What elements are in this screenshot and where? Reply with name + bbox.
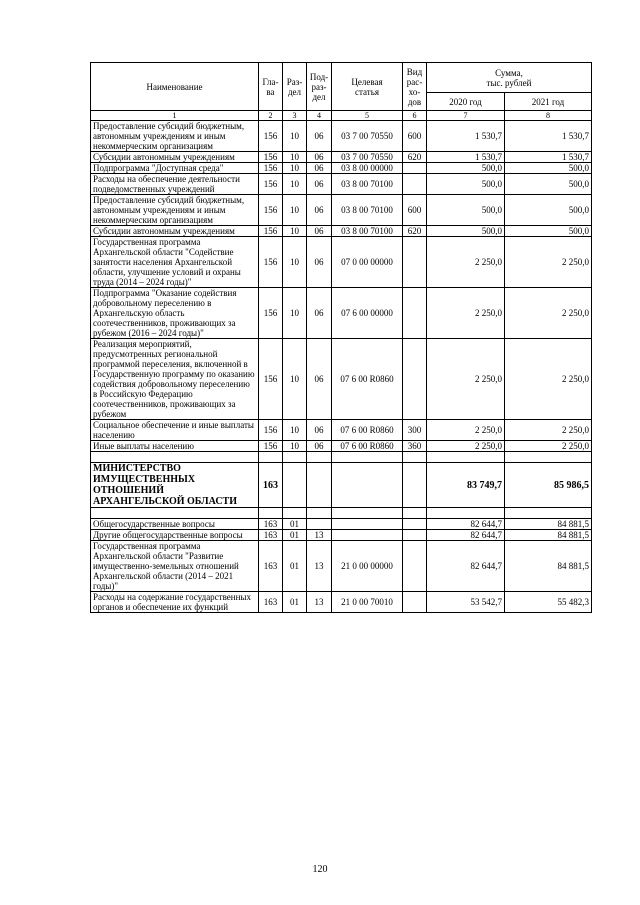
row-sum-2020: 2 250,0 xyxy=(427,441,505,452)
row-expense xyxy=(403,339,427,420)
row-sum-2020: 2 250,0 xyxy=(427,339,505,420)
page-number: 120 xyxy=(312,864,328,875)
row-subsection: 06 xyxy=(307,237,332,288)
row-sum-2021: 500,0 xyxy=(505,163,592,174)
blank-cell xyxy=(283,508,307,519)
ministry-empty-cell xyxy=(332,463,403,508)
blank-cell xyxy=(332,508,403,519)
row-subsection: 06 xyxy=(307,121,332,152)
table-row xyxy=(91,288,592,339)
row-sum-2021: 500,0 xyxy=(505,195,592,226)
table-row xyxy=(91,339,592,420)
row-name: Предоставление субсидий бюджетным, автономным учреждениям и иным некоммерческим организациям xyxy=(91,195,259,226)
row-section: 10 xyxy=(283,441,307,452)
row-sum-2020: 500,0 xyxy=(427,226,505,237)
row-subsection: 06 xyxy=(307,174,332,195)
row-sum-2021: 1 530,7 xyxy=(505,152,592,163)
table-header xyxy=(91,63,592,111)
ministry-sum-2020: 83 749,7 xyxy=(427,463,505,508)
row-expense xyxy=(403,174,427,195)
row-sum-2020: 53 542,7 xyxy=(427,592,505,613)
row-sum-2020: 2 250,0 xyxy=(427,288,505,339)
row-target: 03 7 00 70550 xyxy=(332,121,403,152)
blank-cell xyxy=(427,508,505,519)
row-target: 03 8 00 00000 xyxy=(332,163,403,174)
row-chapter: 156 xyxy=(259,226,283,237)
row-chapter: 156 xyxy=(259,195,283,226)
row-name: Реализация мероприятий, предусмотренных региональной программой переселения, включенной в Государственную программу по оказанию содействия добровольному переселению в Российскую Федерацию соотечественников, проживающих за рубежом xyxy=(91,339,259,420)
row-target: 07 6 00 R0860 xyxy=(332,420,403,441)
row-name: Предоставление субсидий бюджетным, автономным учреждениям и иным некоммерческим организациям xyxy=(91,121,259,152)
ministry-empty-cell xyxy=(403,463,427,508)
blank-row xyxy=(91,508,592,519)
row-sum-2021: 84 881,5 xyxy=(505,519,592,530)
row-subsection: 06 xyxy=(307,163,332,174)
row-section: 01 xyxy=(283,541,307,592)
blank-cell xyxy=(307,452,332,463)
blank-row xyxy=(91,452,592,463)
row-sum-2020: 2 250,0 xyxy=(427,237,505,288)
row-sum-2021: 2 250,0 xyxy=(505,237,592,288)
header-year-2020: 2020 год xyxy=(427,93,505,111)
column-number: 3 xyxy=(283,111,307,121)
row-sum-2020: 2 250,0 xyxy=(427,420,505,441)
blank-cell xyxy=(332,452,403,463)
row-chapter: 156 xyxy=(259,441,283,452)
row-chapter: 156 xyxy=(259,121,283,152)
row-subsection: 13 xyxy=(307,592,332,613)
ministry-row xyxy=(91,463,592,508)
row-chapter: 163 xyxy=(259,519,283,530)
row-expense: 620 xyxy=(403,152,427,163)
column-number: 2 xyxy=(259,111,283,121)
row-section: 10 xyxy=(283,195,307,226)
table-row xyxy=(91,541,592,592)
row-subsection: 13 xyxy=(307,530,332,541)
row-sum-2021: 2 250,0 xyxy=(505,420,592,441)
row-expense: 300 xyxy=(403,420,427,441)
row-expense: 360 xyxy=(403,441,427,452)
row-sum-2021: 2 250,0 xyxy=(505,339,592,420)
row-target: 21 0 00 70010 xyxy=(332,592,403,613)
row-chapter: 156 xyxy=(259,152,283,163)
blank-cell xyxy=(427,452,505,463)
table-row xyxy=(91,592,592,613)
blank-cell xyxy=(307,508,332,519)
row-name: Субсидии автономным учреждениям xyxy=(91,226,259,237)
column-number: 4 xyxy=(307,111,332,121)
row-name: Социальное обеспечение и иные выплаты населению xyxy=(91,420,259,441)
row-target: 07 6 00 00000 xyxy=(332,288,403,339)
ministry-name: МИНИСТЕРСТВО ИМУЩЕСТВЕННЫХ ОТНОШЕНИЙ АРХАНГЕЛЬСКОЙ ОБЛАСТИ xyxy=(91,463,259,508)
row-sum-2021: 2 250,0 xyxy=(505,288,592,339)
row-target: 07 6 00 R0860 xyxy=(332,339,403,420)
row-target: 07 6 00 R0860 xyxy=(332,441,403,452)
row-expense xyxy=(403,163,427,174)
row-sum-2020: 500,0 xyxy=(427,174,505,195)
row-target: 21 0 00 00000 xyxy=(332,541,403,592)
blank-cell xyxy=(403,452,427,463)
table-body xyxy=(91,111,592,613)
table-row xyxy=(91,152,592,163)
row-name: Расходы на обеспечение деятельности подведомственных учреждений xyxy=(91,174,259,195)
row-section: 10 xyxy=(283,288,307,339)
row-sum-2020: 1 530,7 xyxy=(427,152,505,163)
row-section: 10 xyxy=(283,174,307,195)
column-number: 7 xyxy=(427,111,505,121)
row-chapter: 163 xyxy=(259,592,283,613)
row-target: 07 0 00 00000 xyxy=(332,237,403,288)
row-target: 03 8 00 70100 xyxy=(332,174,403,195)
row-subsection: 06 xyxy=(307,420,332,441)
row-chapter: 163 xyxy=(259,541,283,592)
ministry-chapter: 163 xyxy=(259,463,283,508)
row-subsection: 06 xyxy=(307,226,332,237)
row-subsection: 06 xyxy=(307,195,332,226)
row-section: 10 xyxy=(283,163,307,174)
row-expense xyxy=(403,288,427,339)
row-expense xyxy=(403,592,427,613)
blank-cell xyxy=(91,508,259,519)
row-subsection: 06 xyxy=(307,288,332,339)
row-name: Субсидии автономным учреждениям xyxy=(91,152,259,163)
blank-cell xyxy=(403,508,427,519)
row-sum-2020: 500,0 xyxy=(427,163,505,174)
row-name: Государственная программа Архангельской области "Содействие занятости населения Архангельской области, улучшение условий и охраны труда (2014 – 2024 годы)" xyxy=(91,237,259,288)
header-expense: Вид рас- хо- дов xyxy=(403,63,427,111)
header-target: Целевая статья xyxy=(332,63,403,111)
row-subsection: 06 xyxy=(307,152,332,163)
row-expense: 620 xyxy=(403,226,427,237)
row-sum-2021: 84 881,5 xyxy=(505,530,592,541)
row-chapter: 156 xyxy=(259,420,283,441)
row-target xyxy=(332,519,403,530)
column-number: 1 xyxy=(91,111,259,121)
row-expense: 600 xyxy=(403,195,427,226)
row-name: Подпрограмма "Оказание содействия добровольному переселению в Архангельскую область соотечественников, проживающих за рубежом (2016 – 2024 годы)" xyxy=(91,288,259,339)
header-chapter: Гла- ва xyxy=(259,63,283,111)
row-name: Иные выплаты населению xyxy=(91,441,259,452)
row-target xyxy=(332,530,403,541)
header-section: Раз- дел xyxy=(283,63,307,111)
table-row xyxy=(91,121,592,152)
ministry-empty-cell xyxy=(307,463,332,508)
row-sum-2021: 2 250,0 xyxy=(505,441,592,452)
row-sum-2020: 1 530,7 xyxy=(427,121,505,152)
row-expense xyxy=(403,530,427,541)
table-row xyxy=(91,226,592,237)
budget-table xyxy=(90,62,592,613)
row-chapter: 156 xyxy=(259,237,283,288)
row-name: Расходы на содержание государственных органов и обеспечение их функций xyxy=(91,592,259,613)
column-number: 8 xyxy=(505,111,592,121)
row-sum-2021: 55 482,3 xyxy=(505,592,592,613)
table-row xyxy=(91,420,592,441)
header-name: Наименование xyxy=(91,63,259,111)
blank-cell xyxy=(259,508,283,519)
row-chapter: 156 xyxy=(259,339,283,420)
row-section: 01 xyxy=(283,519,307,530)
table-row xyxy=(91,195,592,226)
row-name: Общегосударственные вопросы xyxy=(91,519,259,530)
blank-cell xyxy=(91,452,259,463)
row-sum-2021: 500,0 xyxy=(505,226,592,237)
row-section: 10 xyxy=(283,339,307,420)
row-subsection: 06 xyxy=(307,339,332,420)
row-chapter: 156 xyxy=(259,163,283,174)
header-sum: Сумма, тыс. рублей xyxy=(427,63,592,93)
table-row xyxy=(91,237,592,288)
row-sum-2021: 84 881,5 xyxy=(505,541,592,592)
row-expense xyxy=(403,237,427,288)
row-subsection: 13 xyxy=(307,541,332,592)
row-sum-2020: 82 644,7 xyxy=(427,541,505,592)
row-target: 03 7 00 70550 xyxy=(332,152,403,163)
table-row xyxy=(91,174,592,195)
budget-table-sheet xyxy=(90,62,591,613)
row-section: 10 xyxy=(283,121,307,152)
row-sum-2021: 1 530,7 xyxy=(505,121,592,152)
header-year-2021: 2021 год xyxy=(505,93,592,111)
row-expense: 600 xyxy=(403,121,427,152)
row-chapter: 156 xyxy=(259,288,283,339)
row-section: 01 xyxy=(283,592,307,613)
row-section: 01 xyxy=(283,530,307,541)
row-section: 10 xyxy=(283,226,307,237)
row-sum-2020: 82 644,7 xyxy=(427,530,505,541)
blank-cell xyxy=(259,452,283,463)
table-row xyxy=(91,519,592,530)
row-sum-2021: 500,0 xyxy=(505,174,592,195)
row-section: 10 xyxy=(283,420,307,441)
row-expense xyxy=(403,541,427,592)
column-number-row xyxy=(91,111,592,121)
table-row xyxy=(91,163,592,174)
row-expense xyxy=(403,519,427,530)
column-number: 6 xyxy=(403,111,427,121)
row-name: Государственная программа Архангельской области "Развитие имущественно-земельных отношений Архангельской области (2014 – 2021 годы)" xyxy=(91,541,259,592)
row-section: 10 xyxy=(283,237,307,288)
blank-cell xyxy=(283,452,307,463)
ministry-empty-cell xyxy=(283,463,307,508)
row-section: 10 xyxy=(283,152,307,163)
row-subsection: 06 xyxy=(307,441,332,452)
row-target: 03 8 00 70100 xyxy=(332,226,403,237)
row-name: Другие общегосударственные вопросы xyxy=(91,530,259,541)
blank-cell xyxy=(505,452,592,463)
row-target: 03 8 00 70100 xyxy=(332,195,403,226)
row-sum-2020: 82 644,7 xyxy=(427,519,505,530)
header-subsection: Под- раз- дел xyxy=(307,63,332,111)
column-number: 5 xyxy=(332,111,403,121)
row-chapter: 156 xyxy=(259,174,283,195)
row-sum-2020: 500,0 xyxy=(427,195,505,226)
table-row xyxy=(91,441,592,452)
row-subsection xyxy=(307,519,332,530)
ministry-sum-2021: 85 986,5 xyxy=(505,463,592,508)
blank-cell xyxy=(505,508,592,519)
row-name: Подпрограмма "Доступная среда" xyxy=(91,163,259,174)
table-row xyxy=(91,530,592,541)
row-chapter: 163 xyxy=(259,530,283,541)
